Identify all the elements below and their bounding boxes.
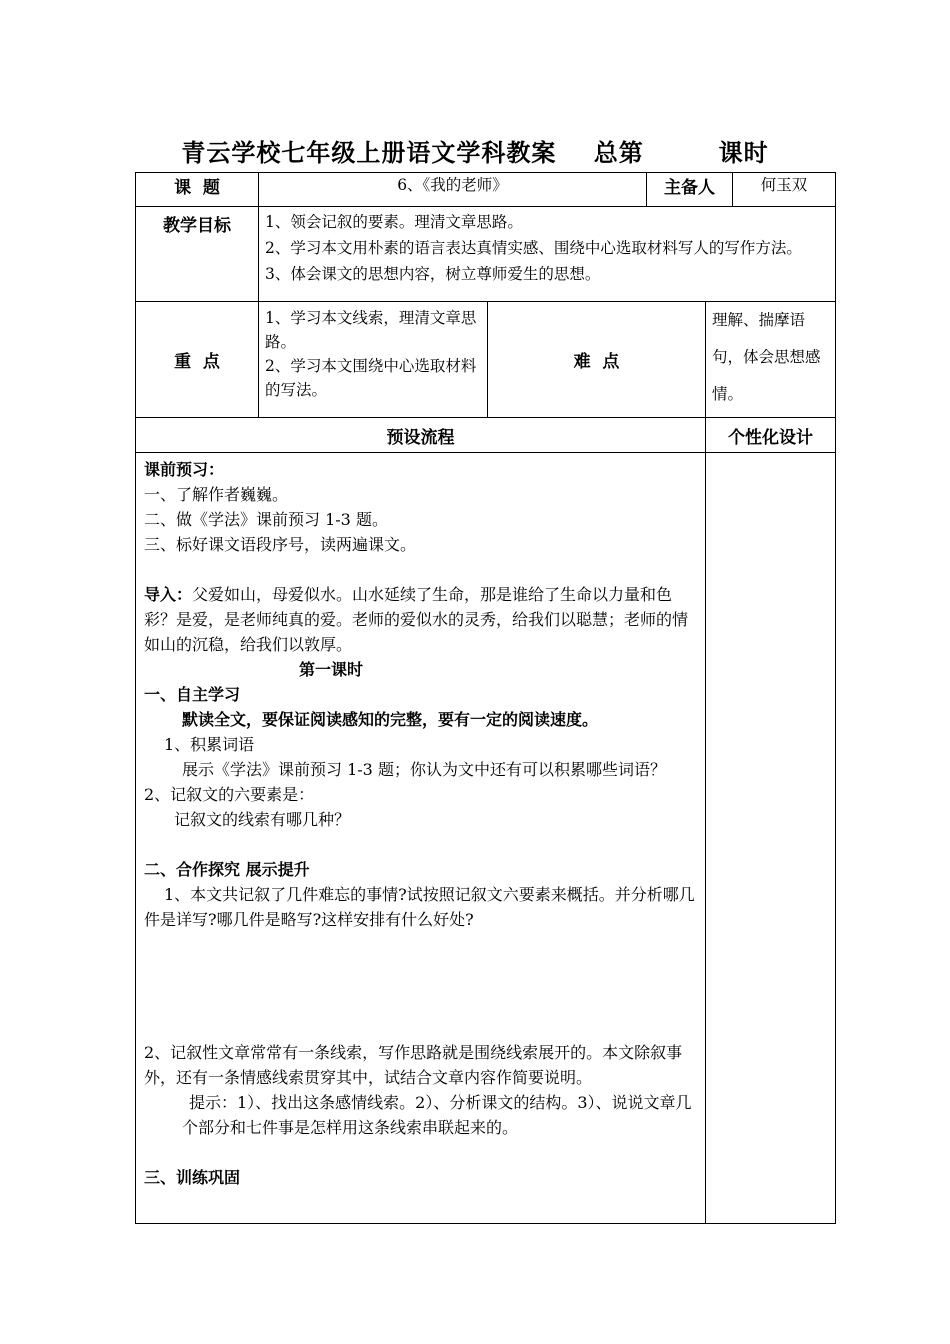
lesson-one-heading: 第一课时 <box>299 660 364 679</box>
intro-paragraph <box>144 582 697 657</box>
flow-content <box>136 453 706 1224</box>
goal-item: 1、领会记叙的要素。理清文章思路。 <box>265 213 523 231</box>
topic-value: 6、《我的老师》 <box>259 173 647 207</box>
key-points-label: 重 点 <box>136 302 259 418</box>
topic-row <box>136 173 836 207</box>
intro-label: 导入： <box>144 585 193 604</box>
goals-content <box>259 207 836 302</box>
cooperation-hint: 提示：1）、找出这条感情线索。2）、分析课文的结构。3）、说说文章几个部分和七件事是怎样用这条线索串联起来的。 <box>182 1093 692 1137</box>
preview-item: 二、做《学法》课前预习 1-3 题。 <box>144 510 388 529</box>
design-header: 个性化设计 <box>706 418 836 453</box>
lesson-plan-table <box>135 172 836 1224</box>
goals-row <box>136 207 836 302</box>
goals-label: 教学目标 <box>136 207 259 302</box>
flow-body-row <box>136 453 836 1224</box>
self-study-requirement: 默读全文，要保证阅读感知的完整，要有一定的阅读速度。 <box>182 710 599 729</box>
flow-header: 预设流程 <box>136 418 706 453</box>
self-study-item: 1、积累词语 <box>164 735 255 754</box>
key-points-row <box>136 302 836 418</box>
goal-item: 2、学习本文用朴素的语言表达真情实感、围绕中心选取材料写人的写作方法。 <box>265 239 802 257</box>
intro-text: 父爱如山，母爱似水。山水延续了生命，那是谁给了生命以力量和色彩？是爱，是老师纯真的爱。老师的爱似水的灵秀，给我们以聪慧；老师的情如山的沉稳，给我们以敦厚。 <box>144 585 689 654</box>
key-points-content <box>259 302 488 418</box>
key-point-item: 2、学习本文围绕中心选取材料的写法。 <box>265 357 477 399</box>
section-cooperation-title: 二、合作探究 展示提升 <box>144 860 310 879</box>
section-practice-title: 三、训练巩固 <box>144 1168 241 1187</box>
topic-label: 课 题 <box>136 173 259 207</box>
owner-value: 何玉双 <box>733 173 836 207</box>
preview-title: 课前预习： <box>144 460 225 479</box>
goal-item: 3、体会课文的思想内容，树立尊师爱生的思想。 <box>265 265 601 283</box>
self-study-question: 记叙文的线索有哪几种？ <box>174 810 351 829</box>
design-content <box>706 453 836 1224</box>
self-study-item: 2、记叙文的六要素是： <box>144 785 315 804</box>
self-study-item-text: 展示《学法》课前预习 1-3 题；你认为文中还有可以积累哪些词语？ <box>182 760 666 779</box>
cooperation-question-2: 2、记叙性文章常常有一条线索，写作思路就是围绕线索展开的。本文除叙事外，还有一条情感线索贯穿其中，试结合文章内容作简要说明。 <box>144 1043 683 1087</box>
preview-item: 一、了解作者巍巍。 <box>144 485 289 504</box>
preview-item: 三、标好课文语段序号，读两遍课文。 <box>144 535 417 554</box>
owner-label: 主备人 <box>647 173 733 207</box>
key-point-item: 1、学习本文线索，理清文章思路。 <box>265 309 477 351</box>
flow-header-row <box>136 418 836 453</box>
section-self-study-title: 一、自主学习 <box>144 685 241 704</box>
page-title: 青云学校七年级上册语文学科教案 总第 课时 <box>181 138 769 167</box>
difficulties-value: 理解、揣摩语句，体会思想感情。 <box>706 302 836 418</box>
difficulties-label: 难 点 <box>488 302 706 418</box>
cooperation-question-1: 1、本文共记叙了几件难忘的事情?试按照记叙文六要素来概括。并分析哪几件是详写?哪几件是略写?这样安排有什么好处? <box>144 885 695 929</box>
